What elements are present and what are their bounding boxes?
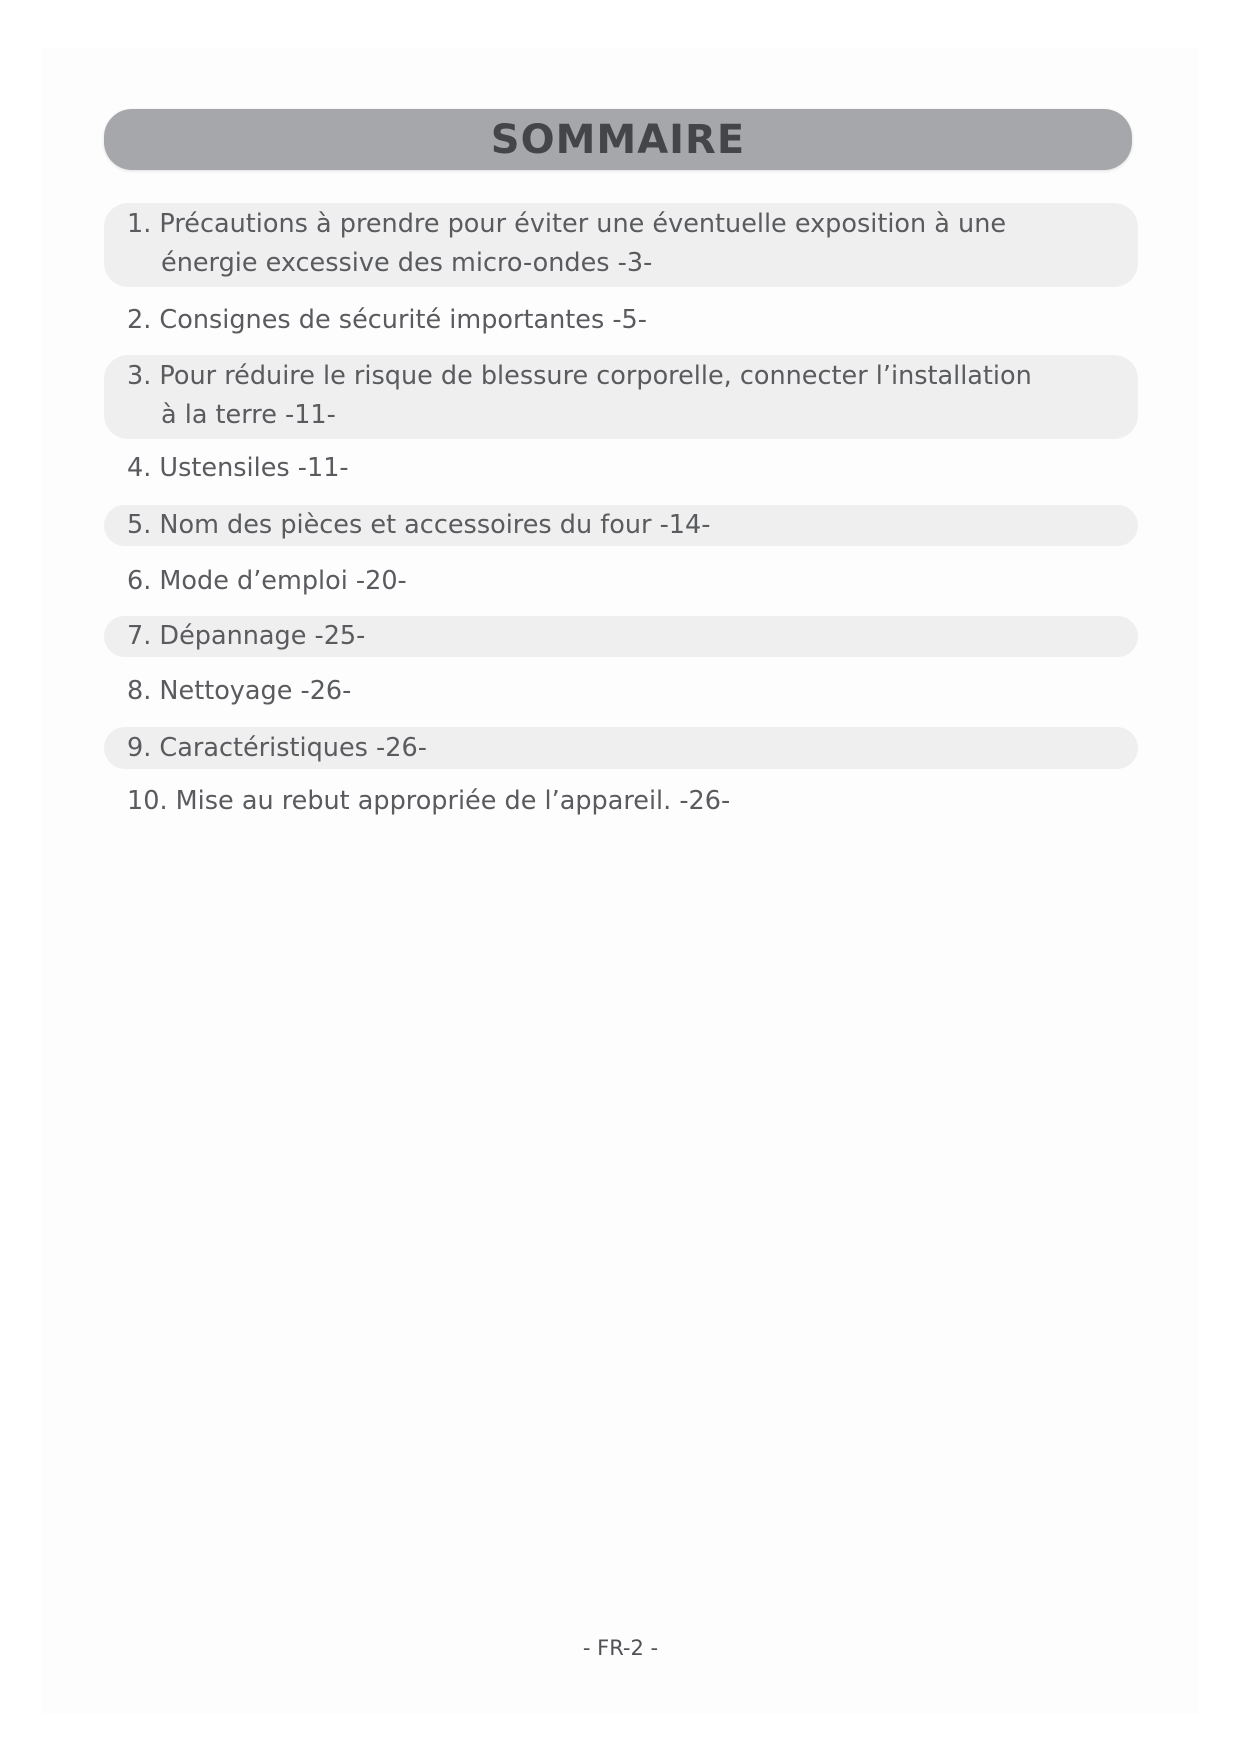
page-title: SOMMAIRE <box>490 116 746 163</box>
page-sheet <box>42 48 1199 1714</box>
toc-item-5-label: 5. Nom des pièces et accessoires du four -14- <box>127 510 711 540</box>
toc-item-8-label: 8. Nettoyage -26- <box>127 676 352 706</box>
toc-item-7[interactable] <box>104 616 1138 657</box>
toc-item-2-label: 2. Consignes de sécurité importantes -5- <box>127 305 647 335</box>
toc-item-9[interactable] <box>104 727 1138 769</box>
toc-item-1[interactable] <box>104 203 1138 287</box>
toc-item-7-label: 7. Dépannage -25- <box>127 621 366 651</box>
toc-item-10-label: 10. Mise au rebut appropriée de l’appareil. -26- <box>127 786 731 816</box>
toc-item-3[interactable] <box>104 355 1138 439</box>
toc-item-6-label: 6. Mode d’emploi -20- <box>127 566 407 596</box>
title-banner <box>104 109 1132 170</box>
toc-item-9-label: 9. Caractéristiques -26- <box>127 733 427 763</box>
toc-item-1-line2: énergie excessive des micro-ondes -3- <box>161 248 653 278</box>
toc-item-6[interactable] <box>104 562 1138 601</box>
toc-item-3-line1: 3. Pour réduire le risque de blessure corporelle, connecter l’installation <box>127 361 1032 391</box>
toc-item-2[interactable] <box>104 301 1138 340</box>
toc-item-1-line1: 1. Précautions à prendre pour éviter une éventuelle exposition à une <box>127 209 1007 239</box>
toc-item-5[interactable] <box>104 505 1138 546</box>
toc-item-3-line2: à la terre -11- <box>161 400 336 430</box>
toc-item-8[interactable] <box>104 672 1138 711</box>
toc-item-10[interactable] <box>104 782 1138 821</box>
page-number: - FR-2 - <box>582 1636 659 1660</box>
toc-item-4-label: 4. Ustensiles -11- <box>127 453 349 483</box>
toc-item-4[interactable] <box>104 449 1138 488</box>
